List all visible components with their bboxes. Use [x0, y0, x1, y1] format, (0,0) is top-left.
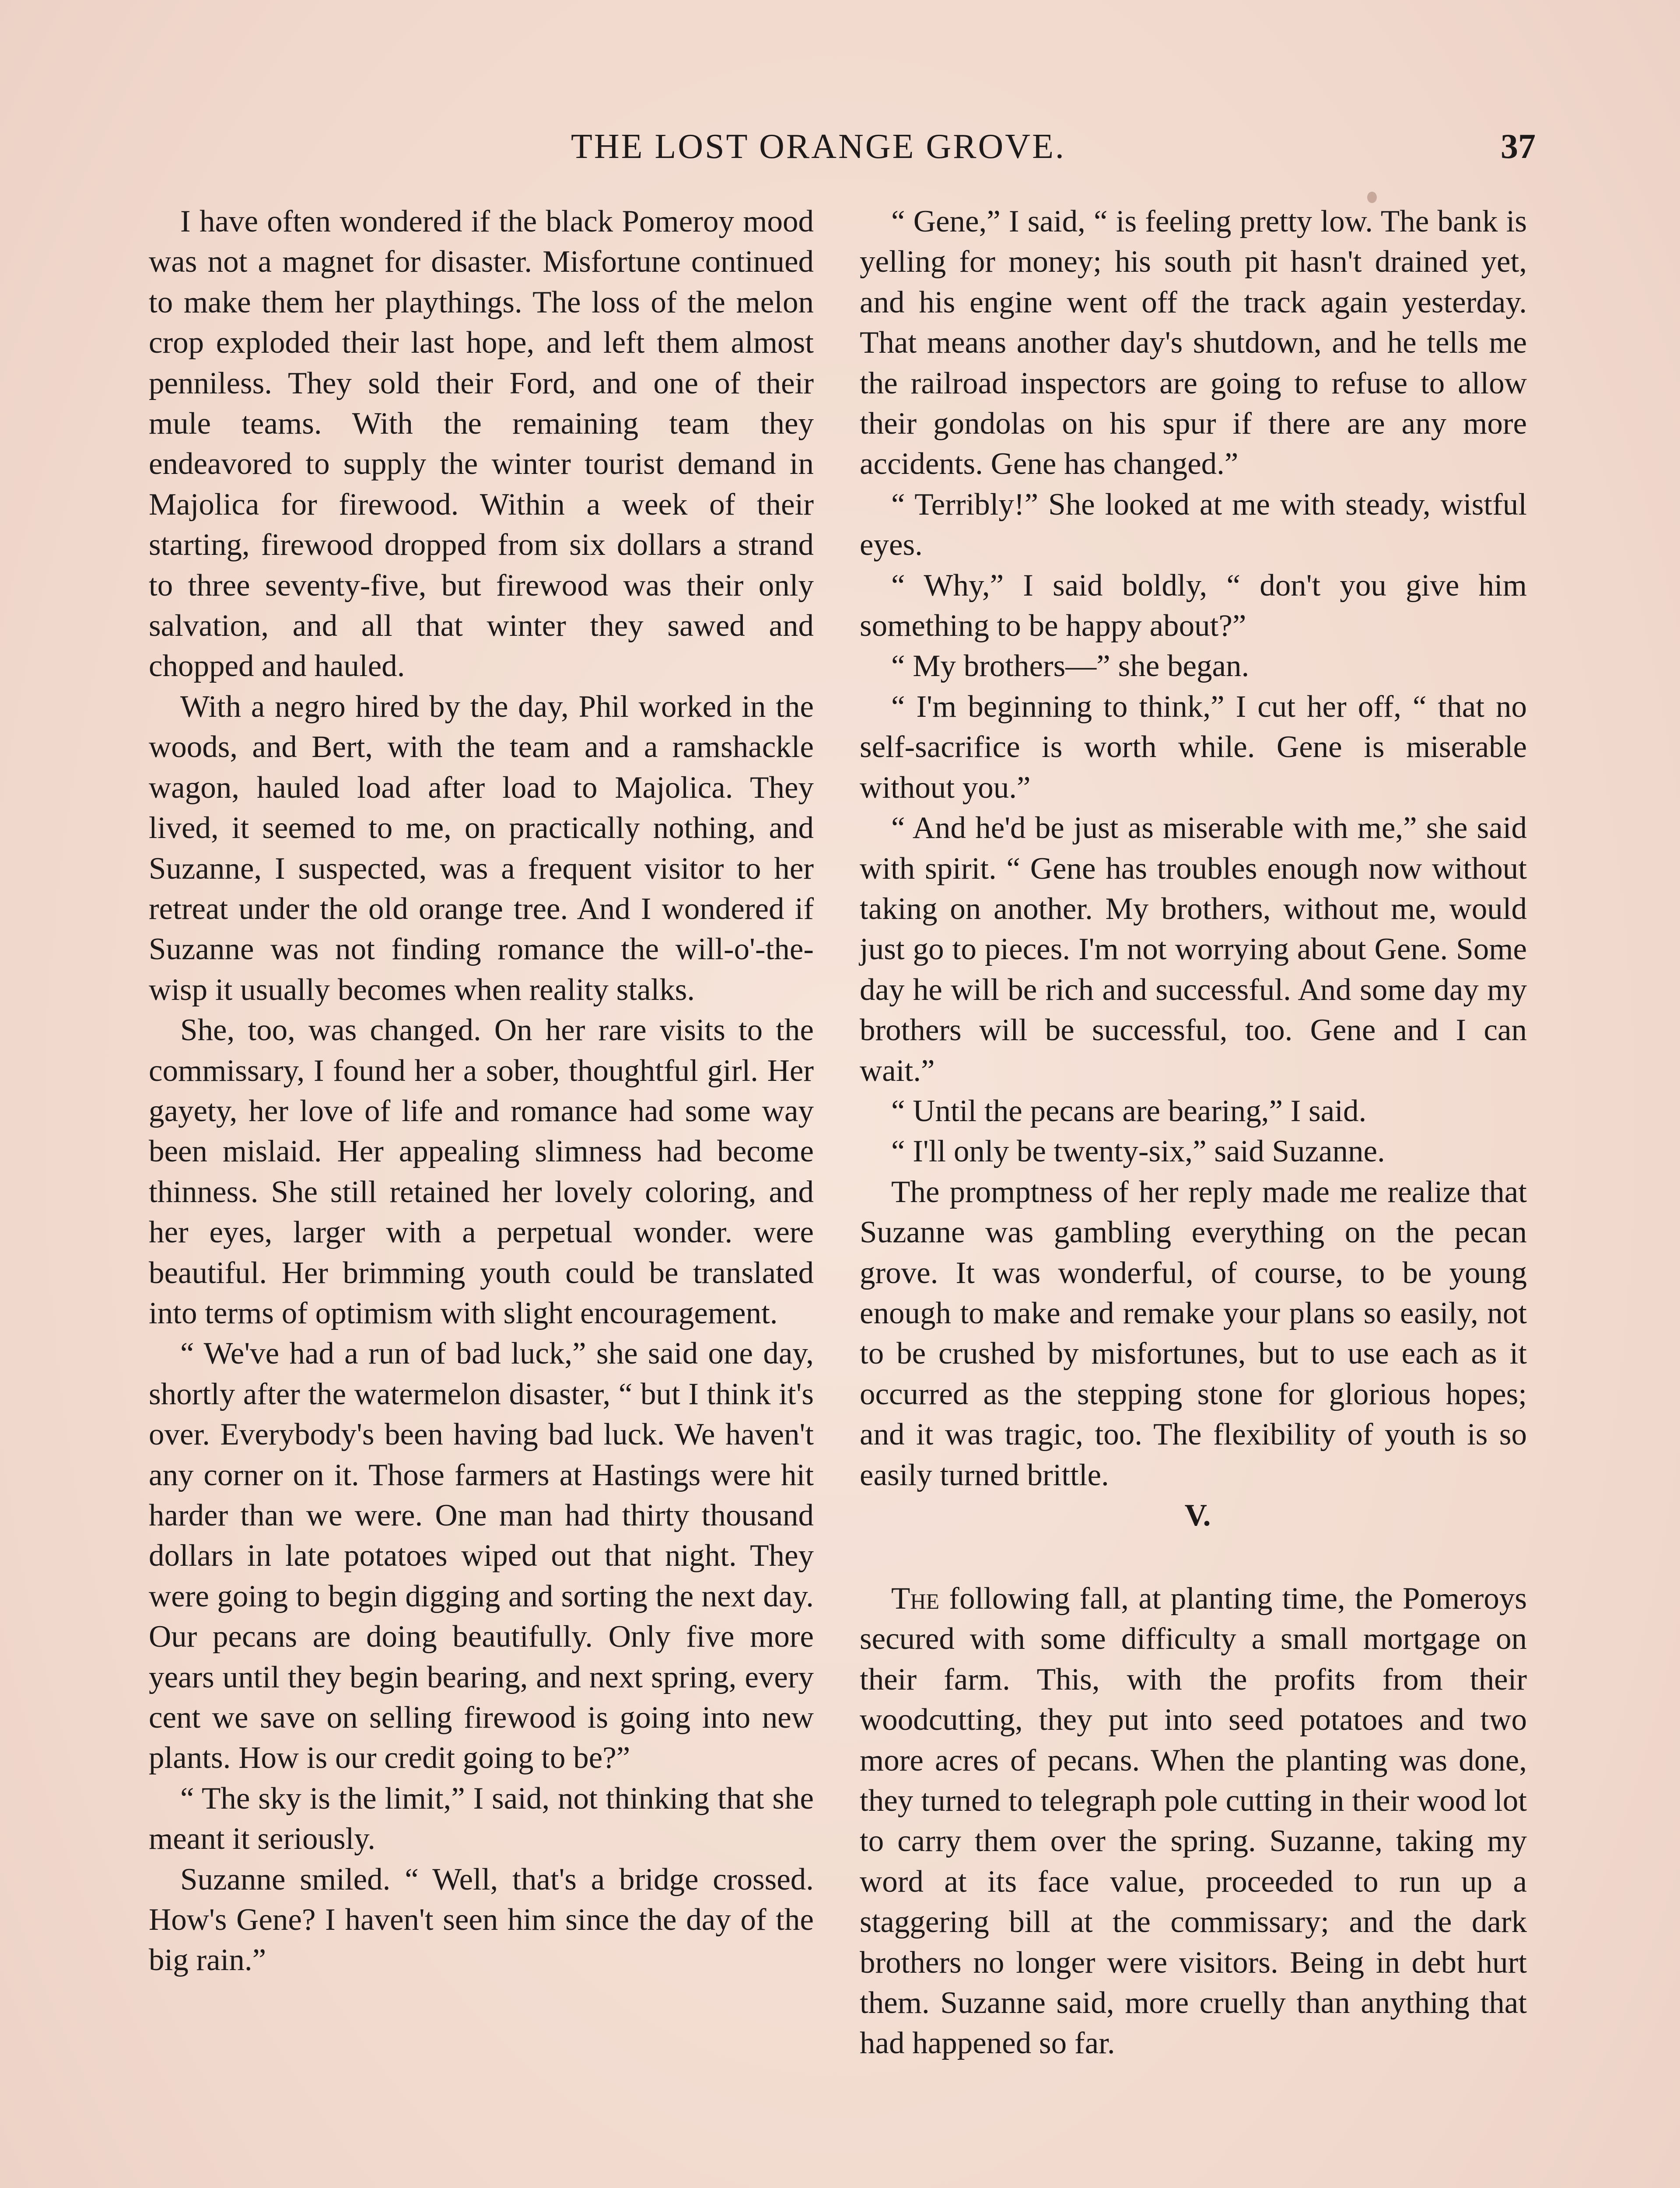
page-number: 37 — [1501, 127, 1536, 166]
running-title: THE LOST ORANGE GROVE. — [571, 127, 1066, 166]
paragraph: The promptness of her reply made me realize that Suzanne was gambling everything on the pecan grove. It was wonderful, of course, to be young enough to make and remake your plans so easily, not to be crushed by misfortunes, but to use each as it occurred as the stepping stone for glorious hopes; and it was tragic, too. The flexibility of youth is so easily turned brittle. — [860, 1175, 1527, 1492]
book-page — [149, 127, 1536, 2188]
paper-speck — [1367, 192, 1377, 203]
paragraph: “ Until the pecans are bearing,” I said. — [891, 1094, 1367, 1128]
running-head — [149, 127, 1536, 179]
section-lead-word: The — [891, 1581, 940, 1616]
paragraph: “ We've had a run of bad luck,” she said one day, shortly after the watermelon disaster, “ but I think it's over. Everybody's been having bad luck. We haven't any corner on it. Those farmers at Hastings were hit harder than we were. One man had thirty thousand dollars in late potatoes wiped out that night. They were going to begin digging and sorting the next day. Our pecans are doing beautifully. Only five more years until they begin bearing, and next spring, every cent we save on selling firewood is going into new plants. How is our credit going to be?” — [149, 1336, 814, 1775]
paragraph: “ And he'd be just as miserable with me,” she said with spirit. “ Gene has troubles enough now without taking on another. My brothers, without me, would just go to pieces. I'm not worrying about Gene. Some day he will be rich and successful. And some day my brothers will be successful, too. Gene and I can wait.” — [860, 811, 1527, 1088]
paragraph: “ I'm beginning to think,” I cut her off, “ that no self-sacrifice is worth while. Gene is miserable without you.” — [860, 689, 1527, 805]
paragraph: Suzanne smiled. “ Well, that's a bridge crossed. How's Gene? I haven't seen him since the day of the big rain.” — [149, 1862, 814, 1978]
paragraph: I have often wondered if the black Pomeroy mood was not a magnet for disaster. Misfortune continued to make them her playthings. The loss of the melon crop exploded their last hope, and left them almost penniless. They sold their Ford, and one of their mule teams. With the remaining team they endeavored to supply the winter tourist demand in Majolica for firewood. Within a week of their starting, firewood dropped from six dollars a strand to three seventy-five, but firewood was their only salvation, and all that winter they sawed and chopped and hauled. — [149, 204, 814, 684]
section-paragraph-text: following fall, at planting time, the Pomeroys secured with some difficulty a small mortgage on their farm. This, with the profits from their woodcutting, they put into seed potatoes and two more acres of pecans. When the planting was done, they turned to telegraph pole cutting in their wood lot to carry them over the spring. Suzanne, taking my word at its face value, proceeded to run up a staggering bill at the commissary; and the dark brothers no longer were visitors. Being in debt hurt them. Suzanne said, more cruelly than anything that had happened so far. — [860, 1581, 1527, 2061]
paragraph: “ The sky is the limit,” I said, not thinking that she meant it seriously. — [149, 1781, 814, 1856]
section-number: V. — [1184, 1498, 1211, 1532]
section-opening-paragraph — [860, 1578, 1527, 2064]
paragraph: With a negro hired by the day, Phil worked in the woods, and Bert, with the team and a ramshackle wagon, hauled load after load to Majolica. They lived, it seemed to me, on practically nothing, and Suzanne, I suspected, was a frequent visitor to her retreat under the old orange tree. And I wondered if Suzanne was not finding romance the will-o'-the-wisp it usually becomes when reality stalks. — [149, 689, 814, 1007]
right-column — [860, 201, 1527, 2064]
left-column — [149, 201, 814, 1981]
paragraph: “ My brothers—” she began. — [891, 649, 1250, 684]
paragraph: She, too, was changed. On her rare visits to the commissary, I found her a sober, thoughtful girl. Her gayety, her love of life and romance had some way been mislaid. Her appealing slimness had become thinness. She still retained her lovely coloring, and her eyes, larger with a perpetual wonder. were beautiful. Her brimming youth could be translated into terms of optimism with slight encouragement. — [149, 1013, 814, 1330]
paragraph: “ Gene,” I said, “ is feeling pretty low. The bank is yelling for money; his south pit hasn't drained yet, and his engine went off the track again yesterday. That means another day's shutdown, and he tells me the railroad inspectors are going to refuse to allow their gondolas on his spur if there are any more accidents. Gene has changed.” — [860, 204, 1527, 481]
paragraph: “ Terribly!” She looked at me with steady, wistful eyes. — [860, 487, 1527, 562]
paragraph: “ Why,” I said boldly, “ don't you give him something to be happy about?” — [860, 568, 1527, 643]
paragraph: “ I'll only be twenty-six,” said Suzanne. — [891, 1134, 1385, 1169]
